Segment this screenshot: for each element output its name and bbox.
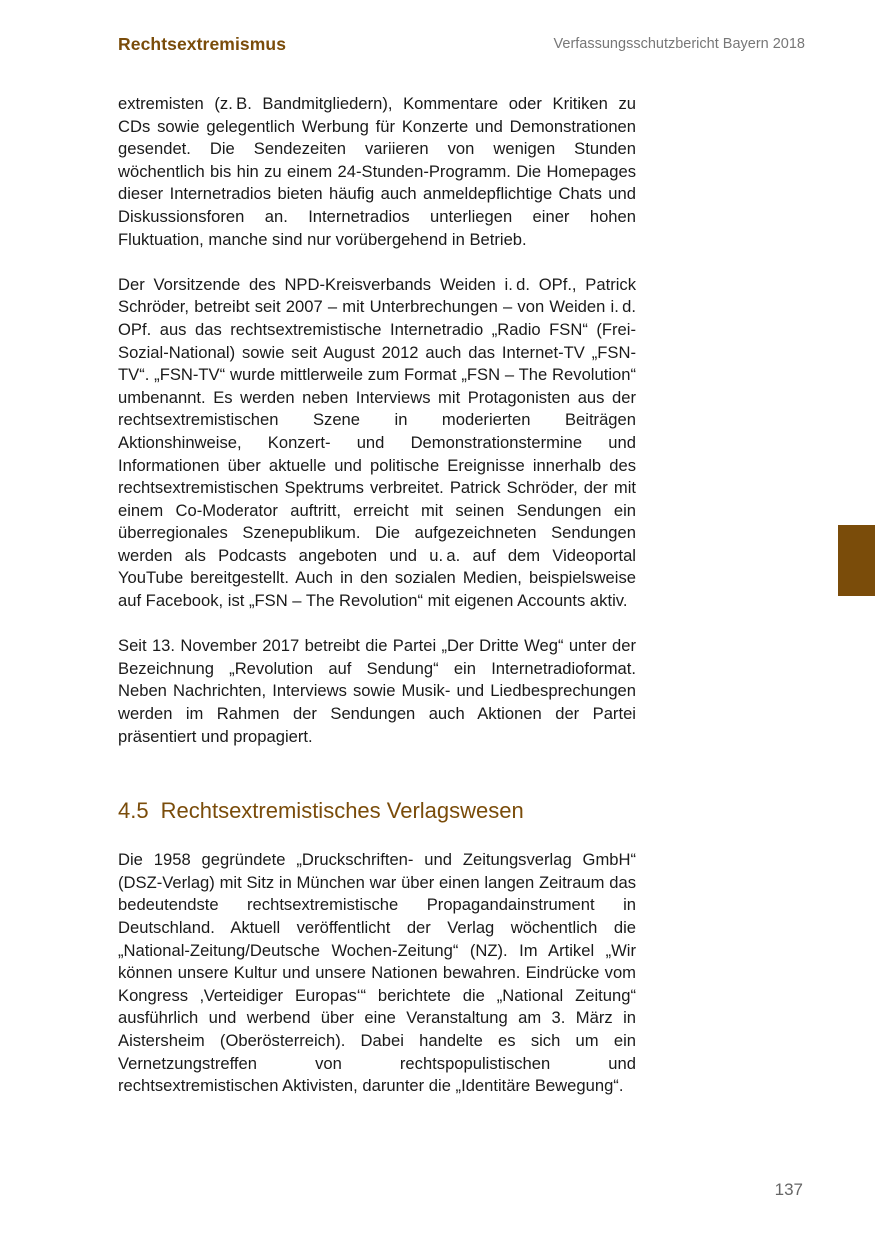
body-paragraph: extremisten (z. B. Bandmitgliedern), Kommentare oder Kritiken zu CDs sowie gelegentlich Werbung für Konzerte und Demonstrationen gesendet. Die Sendezeiten variieren von wenigen Stunden wöchentlich bis hin zu einem 24-Stunden-Programm. Die Homepages dieser Internetradios bieten häufig auch anmeldepflichtige Chats und Diskussionsforen an. Internetradios unterliegen einer hohen Fluktuation, manche sind nur vorübergehend in Betrieb. (118, 94, 636, 249)
section-number: 4.5 (118, 798, 149, 824)
section-title: Rechtsextremistisches Verlagswesen (160, 798, 524, 824)
section-heading (118, 797, 636, 825)
body-paragraph: Die 1958 gegründete „Druckschriften- und Zeitungsverlag GmbH“ (DSZ-Verlag) mit Sitz in München war über einen langen Zeitraum das bedeutendste rechtsextremistische Propagandainstrument in Deutschland. Aktuell veröffentlicht der Verlag wöchentlich die „National-Zeitung/Deutsche Wochen-Zeitung“ (NZ). Im Artikel „Wir können unsere Kultur und unsere Nationen bewahren. Eindrücke vom Kongress ‚Verteidiger Europas‘“ berichtete die „National Zeitung“ ausführlich und werbend über eine Veranstaltung am 3. März in Aistersheim (Oberösterreich). Dabei handelte es sich um ein Vernetzungstreffen von rechtspopulistischen und rechtsextremistischen Aktivisten, darunter die „Identitäre Bewegung“. (118, 850, 636, 1096)
page-number: 137 (774, 1180, 803, 1199)
running-header-publication: Verfassungsschutzbericht Bayern 2018 (553, 36, 805, 52)
body-paragraph: Der Vorsitzende des NPD-Kreisverbands Weiden i. d. OPf., Patrick Schröder, betreibt seit 2007 – mit Unterbrechungen – von Weiden i. d. OPf. aus das rechtsextremistische Internetradio „Radio FSN“ (Frei-Sozial-National) sowie seit August 2012 auch das Internet-TV „FSN-TV“. „FSN-TV“ wurde mittlerweile zum Format „FSN – The Revolution“ umbenannt. Es werden neben Interviews mit Protagonisten aus der rechtsextremistischen Szene in moderierten Beiträgen Aktionshinweise, Konzert- und Demonstrationstermine und Informationen über aktuelle und politische Ereignisse innerhalb des rechtsextremistischen Spektrums verbreitet. Patrick Schröder, der mit einem Co-Moderator auftritt, erreicht mit seinen Sendungen ein überregionales Szenepublikum. Die aufgezeichneten Sendungen werden als Podcasts angeboten und u. a. auf dem Videoportal YouTube bereitgestellt. Auch in den sozialen Medien, beispielsweise auf Facebook, ist „FSN – The Revolution“ mit eigenen Accounts aktiv. (118, 274, 636, 611)
chapter-thumb-tab (838, 525, 875, 596)
running-header-section: Rechtsextremismus (118, 34, 287, 54)
page-content (118, 93, 636, 1098)
body-paragraph: Seit 13. November 2017 betreibt die Partei „Der Dritte Weg“ unter der Bezeichnung „Revolution auf Sendung“ ein Internetradioformat. Neben Nachrichten, Interviews sowie Musik- und Liedbesprechungen werden im Rahmen der Sendungen auch Aktionen der Partei präsentiert und propagiert. (118, 636, 636, 746)
